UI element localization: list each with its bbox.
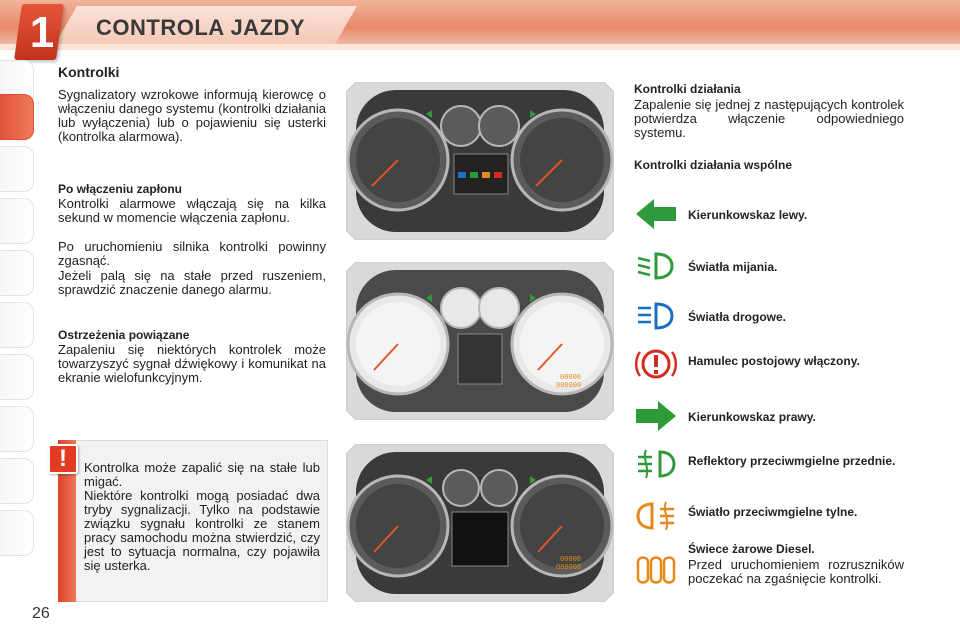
active-indicators-heading: Kontrolki działania (634, 82, 741, 96)
instrument-cluster-image-3 (346, 444, 614, 602)
indicator-label: Kierunkowskaz prawy. (688, 410, 816, 424)
chapter-tab[interactable] (0, 354, 34, 400)
indicator-label: Światła drogowe. (688, 310, 787, 324)
chapter-tab[interactable] (0, 510, 34, 556)
indicator-label: Światło przeciwmgielne tylne. (688, 505, 858, 519)
section-title: Kontrolki (58, 64, 120, 80)
ignition-heading: Po włączeniu zapłonu (58, 182, 183, 196)
header-underline (0, 44, 960, 50)
page-title: CONTROLA JAZDY (96, 15, 306, 40)
ignition-paragraph-1: Kontrolki alarmowe włączają się na kilka sekund w momencie włączenia zapłonu. (58, 196, 326, 225)
chapter-tab[interactable] (0, 406, 34, 452)
instrument-cluster-image-2 (346, 262, 614, 420)
ignition-paragraph-3: Jeżeli palą się na stałe przed ruszeniem, sprawdzić znaczenie danego alarmu. (58, 268, 326, 297)
chapter-tab-active[interactable] (0, 94, 34, 140)
low-beam-icon (634, 248, 678, 284)
chapter-tabs (0, 60, 40, 580)
active-indicators-intro: Zapalenie się jednej z następujących kontrolek potwierdza włączenie odpowiedniego systemu. (634, 97, 904, 140)
glow-plug-icon (634, 552, 678, 588)
parking-brake-icon (634, 346, 678, 382)
chapter-number: 1 (29, 8, 55, 57)
chapter-tab[interactable] (0, 198, 34, 244)
warnings-text: Zapaleniu się niektórych kontrolek może towarzyszyć sygnał dźwiękowy i komunikat na ekranie wielofunkcyjnym. (58, 342, 326, 385)
note-paragraph-2: Niektóre kontrolki mogą posiadać dwa tryby sygnalizacji. Tylko na podstawie związku sygnału kontrolki ze stanem pracy samochodu można stwierdzić, czy jest to sytuacja normalna, czy pojawiła się usterka. (84, 488, 320, 573)
instrument-cluster-image-1 (346, 82, 614, 240)
chapter-tab[interactable] (0, 458, 34, 504)
chapter-tab[interactable] (0, 146, 34, 192)
chapter-tab[interactable] (0, 302, 34, 348)
front-fog-icon (634, 446, 678, 482)
odometer-top: 00000 (560, 374, 582, 382)
warning-exclamation-icon: ! (48, 444, 78, 474)
intro-text: Sygnalizatory wzrokowe informują kierowcę o włączeniu danego systemu (kontrolki działania lub wyłączenia) lub o pojawieniu się usterki (kontrolka alarmowa). (58, 87, 326, 144)
chapter-tab[interactable] (0, 250, 34, 296)
indicator-label: Światła mijania. (688, 260, 778, 274)
left-arrow-icon (634, 196, 678, 232)
indicator-label: Kierunkowskaz lewy. (688, 208, 808, 222)
common-indicators-heading: Kontrolki działania wspólne (634, 158, 793, 172)
right-arrow-icon (634, 398, 678, 434)
high-beam-icon (634, 298, 678, 334)
rear-fog-icon (634, 498, 678, 534)
ignition-paragraph-2: Po uruchomieniu silnika kontrolki powinny zgasnąć. (58, 239, 326, 268)
note-paragraph-1: Kontrolka może zapalić się na stałe lub migać. (84, 460, 320, 489)
warnings-heading: Ostrzeżenia powiązane (58, 328, 190, 342)
indicator-label: Reflektory przeciwmgielne przednie. (688, 454, 896, 468)
odometer-top: 00000 (560, 556, 582, 564)
odometer-bottom: 000000 (556, 564, 582, 572)
indicator-label: Hamulec postojowy włączony. (688, 354, 860, 368)
indicator-label: Świece żarowe Diesel. (688, 542, 815, 556)
odometer-bottom: 000000 (556, 382, 582, 390)
glow-plug-text: Przed uruchomieniem rozruszników poczekać na zgaśnięcie kontrolki. (688, 557, 904, 586)
page-number: 26 (32, 605, 50, 622)
